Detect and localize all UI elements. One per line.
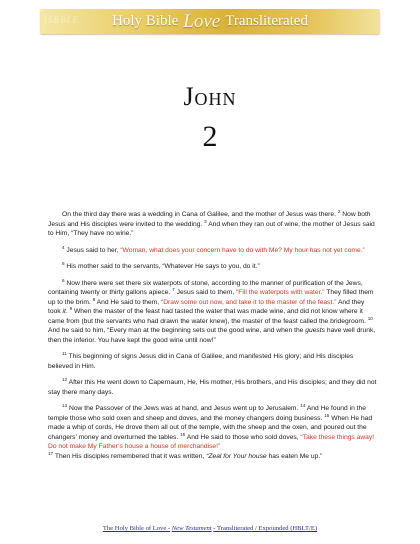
verse-number: 5: [62, 261, 65, 267]
paragraph-3: [48, 262, 378, 272]
paragraph-6: [48, 378, 378, 397]
verse-number: 4: [62, 244, 65, 250]
verse-10: And he said to him, “Every man at the beginning sets out the good wine, and when the: [48, 327, 304, 335]
verse-5: His mother said to the servants, “Whatever He says to you, do it.”: [66, 263, 260, 271]
chapter-number: 2: [202, 120, 218, 153]
footer-text[interactable]: - Transliterated / Expounded (HBLT/E): [213, 525, 318, 532]
verse-number: 8: [92, 296, 96, 302]
verse-3: And when they ran out of wine, the mother of Jesus said to Him, “They have no wine.”: [48, 220, 375, 238]
book-title: John: [183, 82, 237, 111]
banner-title-love: Love: [183, 10, 221, 32]
words-of-jesus: “Woman, what does your concern have to do with Me? My hour has not yet come.”: [120, 246, 365, 254]
verse-17: Then His disciples remembered that it was written,: [54, 452, 205, 460]
punctuation: .: [65, 308, 68, 316]
words-of-jesus: “Take these things away! Do not make My Father’s house a house of merchandise!”: [48, 433, 375, 451]
banner-title: [112, 11, 308, 33]
verse-8-cont: And they took: [48, 298, 365, 316]
verse-number: 14: [300, 403, 306, 409]
verse-number: 13: [62, 403, 68, 409]
verse-16: And He said to those who sold doves,: [186, 433, 299, 441]
paragraph-5: [48, 352, 378, 371]
verse-number: 2: [337, 209, 341, 214]
paragraph-1: [48, 210, 378, 239]
verse-2: Now both Jesus and His disciples were invited to the wedding.: [48, 211, 371, 228]
chapter-text: [48, 210, 378, 468]
verse-number: 12: [62, 377, 68, 383]
verse-1: On the third day there was a wedding in Cana of Galilee, and the mother of Jesus was there.: [62, 211, 336, 218]
header-banner: [40, 9, 380, 34]
verse-number: 9: [69, 306, 73, 312]
verse-13: Now the Passover of the Jews was at hand, and Jesus went up to Jerusalem.: [68, 405, 299, 413]
verse-number: 11: [62, 351, 67, 357]
verse-number: 17: [48, 450, 54, 456]
verse-14: And He found in the temple those who sold oxen and sheep and doves, and the money changers doing business.: [48, 405, 366, 422]
italic-word: it: [62, 308, 66, 316]
paragraph-7: [48, 404, 378, 461]
banner-title-left: Holy Bible: [112, 13, 179, 29]
verse-number: 3: [204, 218, 207, 224]
verse-7: Jesus said to them,: [176, 289, 235, 297]
verse-12: After this He went down to Capernaum, He, His mother, His brothers, and His disciples; and they did not stay there many days.: [48, 379, 377, 396]
banner-watermark: ISBBLE: [44, 15, 79, 25]
verse-6: Now there were set there six waterpots of stone, according to the manner of purification of the Jews, containing twenty or thirty gallons apiece.: [48, 279, 363, 297]
words-of-jesus: “Draw some out now, and take it to the master of the feast.”: [160, 298, 337, 306]
verse-8: And He said to them,: [96, 298, 160, 306]
verse-number: 6: [62, 277, 65, 283]
verse-7-cont: They filled them up to the brim.: [48, 289, 374, 306]
words-of-jesus: “Fill the waterpots with water.”: [236, 289, 325, 297]
verse-number: 10: [367, 315, 373, 321]
scripture-quote: “Zeal for Your house: [206, 452, 267, 460]
verse-number: 16: [180, 431, 186, 437]
banner-title-right: Transliterated: [225, 13, 308, 29]
verse-10-cont: have well drunk, then the inferior. You have kept the good wine until now!”: [48, 327, 376, 344]
verse-9: When the master of the feast had tasted the water that was made wine, and did not know where it came from (but the servants who had drawn the water knew), the master of the feast called the bridegroom.: [48, 308, 366, 325]
verse-17-cont: has eaten Me up.”: [268, 452, 323, 460]
italic-word: guests: [305, 327, 325, 335]
verse-4: Jesus said to her,: [66, 246, 119, 254]
verse-number: 7: [172, 287, 175, 293]
paragraph-4: [48, 279, 378, 346]
verse-15: When He had made a whip of cords, He drove them all out of the temple, with the sheep and the oxen, and poured out the changers’ money and overturned the tables.: [48, 414, 373, 441]
footer-link[interactable]: [0, 525, 420, 532]
paragraph-2: [48, 246, 378, 256]
footer-text[interactable]: The Holy Bible of Love -: [102, 525, 171, 532]
footer-text-italic[interactable]: New Testament: [171, 525, 212, 532]
verse-11: This beginning of signs Jesus did in Cana of Galilee, and manifested His glory; and His disciples believed in Him.: [48, 353, 354, 370]
verse-number: 15: [324, 412, 330, 418]
